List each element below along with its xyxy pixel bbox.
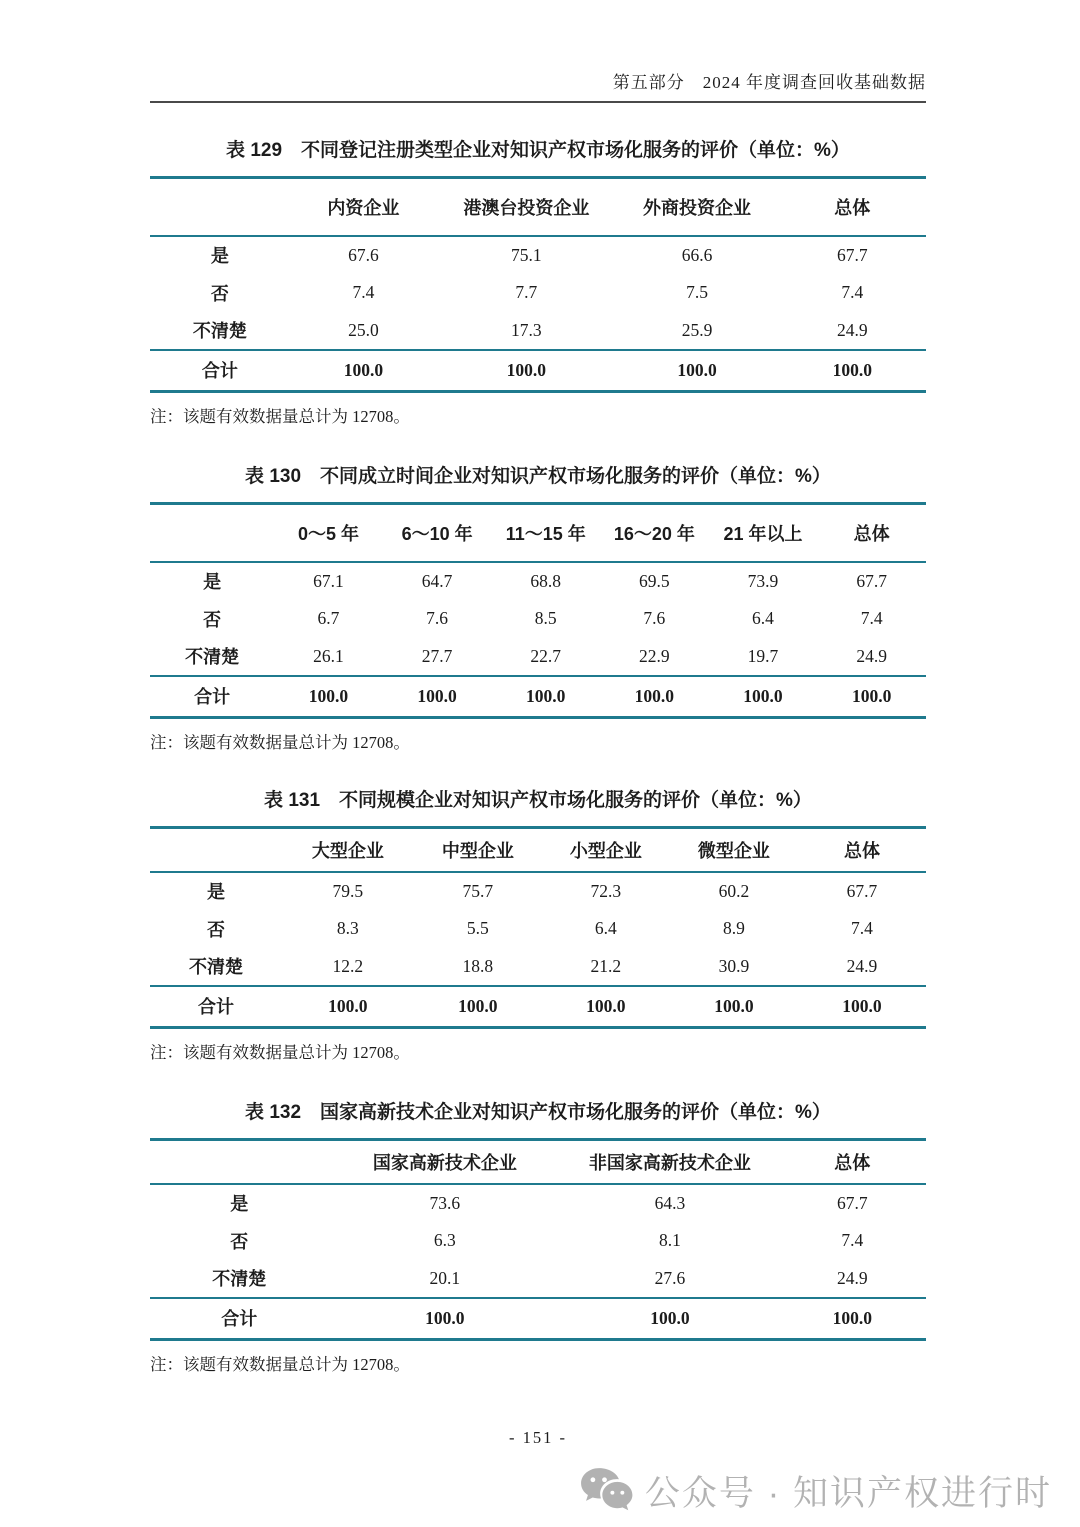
total-cell-value: 100.0: [798, 986, 926, 1028]
cell-value: 6.4: [752, 608, 774, 628]
cell-value: 19.7: [747, 645, 779, 666]
cell-value: 8.9: [722, 918, 745, 938]
page-content: [150, 0, 926, 1375]
table-section-129: [150, 135, 926, 427]
table-row: [150, 638, 926, 676]
total-row: [150, 676, 926, 718]
total-cell-value: 100.0: [491, 676, 600, 718]
cell-value: 12.2: [332, 955, 364, 976]
watermark: [579, 1465, 1052, 1517]
cell-value: 67.1: [313, 570, 344, 591]
table-row: [150, 1184, 926, 1222]
cell-value: 67.7: [836, 1192, 868, 1213]
column-header: 11～15 年: [491, 504, 600, 562]
cell-value: 73.6: [429, 1192, 461, 1213]
table-note: 注：该题有效数据量总计为 12708。: [150, 407, 410, 426]
column-header: 非国家高新技术企业: [561, 1140, 778, 1184]
table-row: [150, 1222, 926, 1260]
column-header: 外商投资企业: [616, 178, 779, 236]
cell-value: 6.7: [317, 608, 340, 628]
column-header: 总体: [798, 828, 926, 872]
column-header-row: [150, 504, 926, 562]
cell-value: 67.6: [348, 244, 379, 265]
row-label-column-header: [150, 178, 290, 236]
total-cell-value: 100.0: [290, 350, 437, 392]
cell-value: 22.7: [530, 645, 562, 666]
table-note: 注：该题有效数据量总计为 12708。: [150, 1355, 410, 1374]
table-row: [150, 910, 926, 948]
total-row: [150, 1298, 926, 1340]
cell-value: 66.6: [681, 244, 713, 265]
cell-value: 67.7: [836, 244, 868, 265]
cell-value: 5.5: [466, 918, 489, 938]
row-label-column-header: [150, 1140, 328, 1184]
table-row: [150, 274, 926, 312]
column-header: 16～20 年: [600, 504, 709, 562]
column-header: 小型企业: [542, 828, 670, 872]
row-label-column-header: [150, 504, 274, 562]
cell-value: 7.4: [841, 1230, 864, 1250]
column-header: 总体: [817, 504, 926, 562]
cell-value: 7.7: [515, 282, 538, 302]
row-label: 否: [210, 283, 229, 304]
row-label: 不清楚: [185, 647, 240, 667]
cell-value: 75.1: [511, 244, 542, 265]
table-row: [150, 312, 926, 350]
table-title: 表 132 国家高新技术企业对知识产权市场化服务的评价（单位：%）: [245, 1102, 831, 1123]
data-table-129: [150, 176, 926, 393]
cell-value: 22.9: [639, 645, 670, 666]
total-cell-value: 100.0: [709, 676, 818, 718]
row-label: 是: [230, 1194, 249, 1214]
total-cell-value: 100.0: [561, 1298, 778, 1340]
data-table-130: [150, 502, 926, 719]
row-label: 不清楚: [212, 1269, 267, 1289]
table-title: 表 130 不同成立时间企业对知识产权市场化服务的评价（单位：%）: [245, 466, 831, 487]
cell-value: 30.9: [718, 955, 750, 976]
table-row: [150, 562, 926, 600]
row-label: 是: [203, 572, 222, 592]
wechat-icon: [579, 1465, 635, 1517]
cell-value: 21.2: [590, 955, 622, 976]
cell-value: 8.3: [336, 918, 359, 938]
cell-value: 64.3: [654, 1192, 686, 1213]
total-row: [150, 986, 926, 1028]
cell-value: 64.7: [421, 570, 453, 591]
cell-value: 7.4: [860, 608, 883, 628]
column-header: 内资企业: [290, 178, 437, 236]
table-row: [150, 600, 926, 638]
total-cell-value: 100.0: [282, 986, 414, 1028]
row-label: 否: [206, 919, 225, 940]
total-cell-value: 100.0: [437, 350, 615, 392]
data-table-132: [150, 1138, 926, 1341]
row-label: 不清楚: [192, 321, 247, 341]
column-header: 总体: [779, 178, 926, 236]
cell-value: 75.7: [462, 880, 494, 901]
row-label-column-header: [150, 828, 282, 872]
cell-value: 8.5: [534, 608, 557, 628]
total-row-label: 合计: [150, 350, 290, 392]
cell-value: 24.9: [836, 1267, 868, 1288]
cell-value: 18.8: [462, 955, 494, 976]
total-cell-value: 100.0: [328, 1298, 561, 1340]
data-table-131: [150, 826, 926, 1029]
total-cell-value: 100.0: [542, 986, 670, 1028]
table-note: 注：该题有效数据量总计为 12708。: [150, 733, 410, 752]
page-number: - 151 -: [509, 1428, 567, 1447]
cell-value: 67.7: [846, 880, 878, 901]
cell-value: 7.6: [643, 608, 666, 628]
total-row-label: 合计: [150, 1298, 328, 1340]
column-header: 总体: [779, 1140, 926, 1184]
cell-value: 27.6: [654, 1267, 686, 1288]
total-cell-value: 100.0: [817, 676, 926, 718]
table-section-131: [150, 785, 926, 1063]
column-header: 微型企业: [670, 828, 798, 872]
table-row: [150, 1260, 926, 1298]
cell-value: 25.9: [681, 319, 713, 340]
cell-value: 68.8: [530, 570, 562, 591]
total-cell-value: 100.0: [670, 986, 798, 1028]
table-title: 表 131 不同规模企业对知识产权市场化服务的评价（单位：%）: [264, 790, 812, 811]
row-label: 不清楚: [188, 957, 243, 977]
table-row: [150, 236, 926, 274]
row-label: 否: [230, 1231, 249, 1252]
column-header: 国家高新技术企业: [328, 1140, 561, 1184]
cell-value: 8.1: [658, 1230, 681, 1250]
cell-value: 72.3: [590, 880, 622, 901]
cell-value: 7.6: [426, 608, 449, 628]
cell-value: 6.4: [594, 918, 617, 938]
column-header: 21 年以上: [709, 504, 818, 562]
column-header: 0～5 年: [274, 504, 383, 562]
cell-value: 17.3: [511, 319, 542, 340]
table-note: 注：该题有效数据量总计为 12708。: [150, 1043, 410, 1062]
cell-value: 67.7: [856, 570, 887, 591]
total-cell-value: 100.0: [414, 986, 542, 1028]
cell-value: 73.9: [747, 570, 779, 591]
cell-value: 7.4: [851, 918, 873, 938]
total-cell-value: 100.0: [383, 676, 492, 718]
total-cell-value: 100.0: [600, 676, 709, 718]
cell-value: 6.3: [433, 1230, 456, 1250]
total-cell-value: 100.0: [274, 676, 383, 718]
cell-value: 27.7: [421, 645, 453, 666]
cell-value: 7.4: [841, 282, 864, 302]
column-header: 大型企业: [282, 828, 414, 872]
total-row-label: 合计: [150, 986, 282, 1028]
column-header-row: [150, 828, 926, 872]
cell-value: 24.9: [846, 955, 878, 976]
cell-value: 7.4: [352, 282, 375, 302]
cell-value: 20.1: [429, 1267, 461, 1288]
table-section-132: [150, 1097, 926, 1375]
column-header: 6～10 年: [383, 504, 492, 562]
table-title: 表 129 不同登记注册类型企业对知识产权市场化服务的评价（单位：%）: [226, 140, 850, 161]
row-label: 是: [206, 882, 225, 902]
total-cell-value: 100.0: [616, 350, 779, 392]
cell-value: 26.1: [313, 645, 344, 666]
total-row: [150, 350, 926, 392]
total-cell-value: 100.0: [779, 350, 926, 392]
running-head: 第五部分 2024 年度调查回收基础数据: [150, 0, 926, 103]
cell-value: 24.9: [856, 645, 887, 666]
total-cell-value: 100.0: [779, 1298, 926, 1340]
table-row: [150, 948, 926, 986]
column-header: 港澳台投资企业: [437, 178, 615, 236]
row-label: 否: [203, 609, 222, 630]
row-label: 是: [210, 246, 229, 266]
cell-value: 79.5: [332, 880, 364, 901]
total-row-label: 合计: [150, 676, 274, 718]
table-section-130: [150, 461, 926, 753]
column-header: 中型企业: [414, 828, 542, 872]
column-header-row: [150, 178, 926, 236]
table-row: [150, 872, 926, 910]
cell-value: 7.5: [686, 282, 708, 302]
column-header-row: [150, 1140, 926, 1184]
watermark-text: 公众号 · 知识产权进行时: [644, 1474, 1052, 1513]
cell-value: 60.2: [718, 880, 750, 901]
cell-value: 24.9: [836, 319, 868, 340]
cell-value: 25.0: [348, 319, 379, 340]
cell-value: 69.5: [639, 570, 670, 591]
